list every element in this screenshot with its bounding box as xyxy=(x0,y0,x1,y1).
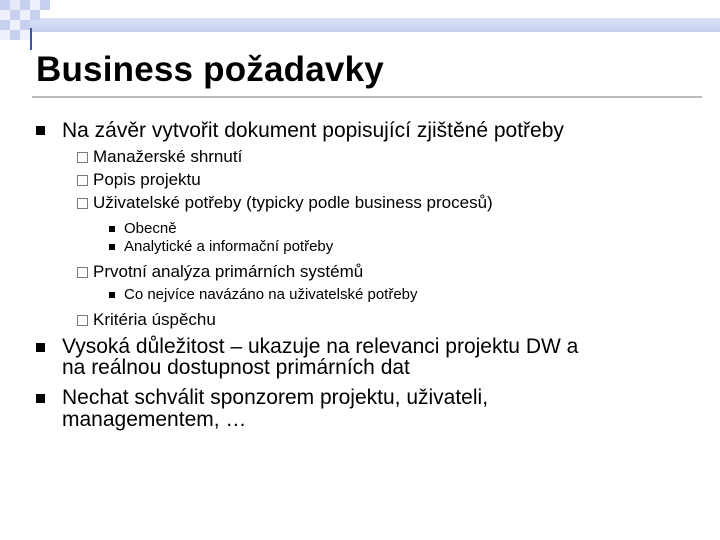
bullet-square-icon xyxy=(109,226,115,232)
bullet-box-icon xyxy=(77,152,88,163)
bullet-box-icon xyxy=(77,198,88,209)
bullet-box-icon xyxy=(77,315,88,326)
bullet-text: Manažerské shrnutí xyxy=(93,147,243,166)
bullet-text: Kritéria úspěchu xyxy=(93,310,216,329)
bullet-text-continuation: managementem, … xyxy=(62,408,247,431)
bullet-square-icon xyxy=(36,394,45,403)
bullet-square-icon xyxy=(36,343,45,352)
bullet-text: Vysoká důležitost – ukazuje na relevanci projektu DW a xyxy=(62,335,579,358)
bullet-text: Prvotní analýza primárních systémů xyxy=(93,262,364,281)
bullet-square-icon xyxy=(36,126,45,135)
bullet-text: Obecně xyxy=(124,220,177,237)
bullet-text: Na závěr vytvořit dokument popisující zjištěné potřeby xyxy=(62,119,564,142)
bullet-square-icon xyxy=(109,292,115,298)
bullet-text: Analytické a informační potřeby xyxy=(124,238,334,255)
bullet-text: Nechat schválit sponzorem projektu, uživateli, xyxy=(62,386,489,409)
bullet-box-icon xyxy=(77,267,88,278)
slide-title: Business požadavky xyxy=(36,50,384,89)
bullet-text: Popis projektu xyxy=(93,170,201,189)
bullet-text: Uživatelské potřeby (typicky podle business procesů) xyxy=(93,193,493,212)
bullet-box-icon xyxy=(77,175,88,186)
bullet-text-continuation: na reálnou dostupnost primárních dat xyxy=(62,356,410,379)
bullet-text: Co nejvíce navázáno na uživatelské potřeby xyxy=(124,286,418,303)
bullet-square-icon xyxy=(109,244,115,250)
